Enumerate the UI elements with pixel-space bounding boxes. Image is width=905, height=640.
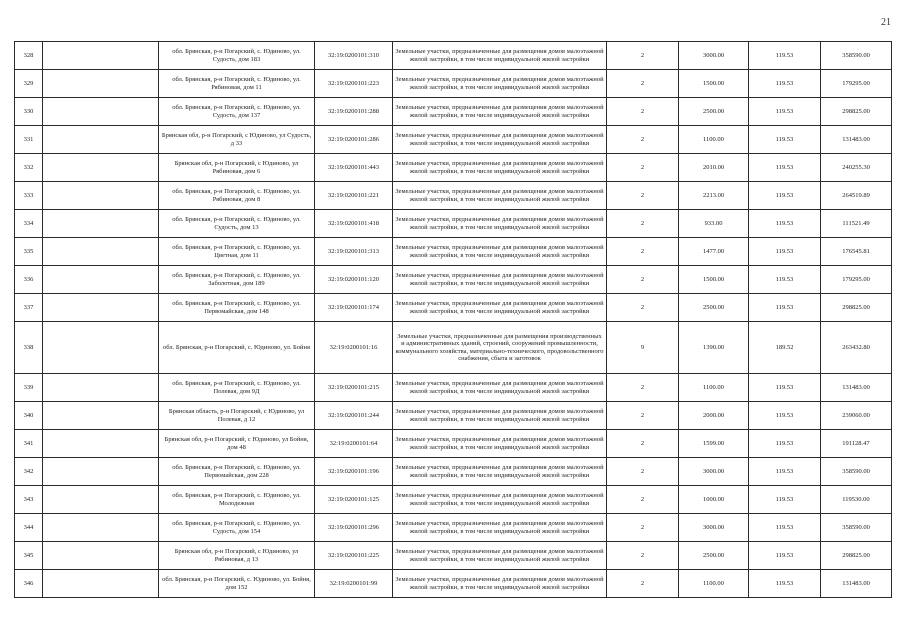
group-cell: 2 (607, 486, 679, 514)
area-cell: 1390.00 (679, 322, 749, 374)
area-cell: 2213.00 (679, 182, 749, 210)
row-number: 336 (15, 266, 43, 294)
cadastral-value-cell: 176545.81 (821, 238, 892, 266)
area-cell: 1500.00 (679, 266, 749, 294)
address-cell: обл. Брянская, р-н Погарский, с. Юдиново, ул. Судость, дом 137 (159, 98, 315, 126)
area-cell: 2500.00 (679, 98, 749, 126)
rate-cell: 119.53 (749, 210, 821, 238)
blank-cell (43, 238, 159, 266)
group-cell: 2 (607, 430, 679, 458)
cadastral-value-cell: 298825.00 (821, 542, 892, 570)
group-cell: 2 (607, 458, 679, 486)
group-cell: 2 (607, 266, 679, 294)
table-row (15, 182, 892, 210)
table-row (15, 210, 892, 238)
cadastral-number-cell: 32:19:0200101:125 (315, 486, 393, 514)
address-cell: обл. Брянская, р-н Погарский, с. Юдиново, ул. Первомайская, дом 228 (159, 458, 315, 486)
blank-cell (43, 126, 159, 154)
cadastral-number-cell: 32:19:0200101:196 (315, 458, 393, 486)
rate-cell: 119.53 (749, 514, 821, 542)
rate-cell: 119.53 (749, 70, 821, 98)
area-cell: 2500.00 (679, 542, 749, 570)
group-cell: 2 (607, 98, 679, 126)
cadastral-number-cell: 32:19:0200101:64 (315, 430, 393, 458)
blank-cell (43, 430, 159, 458)
land-use-cell: Земельные участки, предназначенные для размещения домов малоэтажной жилой застройки, в том числе индивидуальной жилой застройки (393, 154, 607, 182)
cadastral-value-cell: 239060.00 (821, 402, 892, 430)
table-row (15, 322, 892, 374)
blank-cell (43, 182, 159, 210)
group-cell: 2 (607, 210, 679, 238)
group-cell: 2 (607, 402, 679, 430)
cadastral-number-cell: 32:19:0200101:99 (315, 570, 393, 598)
blank-cell (43, 374, 159, 402)
cadastral-number-cell: 32:19:0200101:16 (315, 322, 393, 374)
group-cell: 2 (607, 542, 679, 570)
area-cell: 1100.00 (679, 570, 749, 598)
rate-cell: 119.53 (749, 238, 821, 266)
address-cell: Брянская обл, р-н Погарский, с Юдиново, ул Бойня, дом 48 (159, 430, 315, 458)
land-use-cell: Земельные участки, предназначенные для размещения домов малоэтажной жилой застройки, в том числе индивидуальной жилой застройки (393, 514, 607, 542)
land-use-cell: Земельные участки, предназначенные для размещения домов малоэтажной жилой застройки, в том числе индивидуальной жилой застройки (393, 430, 607, 458)
land-use-cell: Земельные участки, предназначенные для размещения домов малоэтажной жилой застройки, в том числе индивидуальной жилой застройки (393, 266, 607, 294)
group-cell: 2 (607, 514, 679, 542)
land-use-cell: Земельные участки, предназначенные для размещения домов малоэтажной жилой застройки, в том числе индивидуальной жилой застройки (393, 294, 607, 322)
cadastral-value-cell: 358590.00 (821, 42, 892, 70)
land-use-cell: Земельные участки, предназначенные для размещения домов малоэтажной жилой застройки, в том числе индивидуальной жилой застройки (393, 374, 607, 402)
land-use-cell: Земельные участки, предназначенные для размещения домов малоэтажной жилой застройки, в том числе индивидуальной жилой застройки (393, 182, 607, 210)
address-cell: обл. Брянская, р-н Погарский, с. Юдиново, ул. Заболотная, дом 189 (159, 266, 315, 294)
row-number: 337 (15, 294, 43, 322)
area-cell: 1477.00 (679, 238, 749, 266)
address-cell: обл. Брянская, р-н Погарский, с. Юдиново, ул. Судость, дом 183 (159, 42, 315, 70)
row-number: 340 (15, 402, 43, 430)
row-number: 344 (15, 514, 43, 542)
table-row (15, 42, 892, 70)
area-cell: 3000.00 (679, 42, 749, 70)
rate-cell: 119.53 (749, 374, 821, 402)
table-row (15, 266, 892, 294)
cadastral-number-cell: 32:19:0200101:174 (315, 294, 393, 322)
group-cell: 2 (607, 182, 679, 210)
blank-cell (43, 486, 159, 514)
area-cell: 3000.00 (679, 514, 749, 542)
cadastral-value-cell: 263432.80 (821, 322, 892, 374)
cadastral-number-cell: 32:19:0200101:313 (315, 238, 393, 266)
blank-cell (43, 42, 159, 70)
rate-cell: 119.53 (749, 542, 821, 570)
cadastral-number-cell: 32:19:0200101:286 (315, 126, 393, 154)
cadastral-number-cell: 32:19:0200101:418 (315, 210, 393, 238)
rate-cell: 119.53 (749, 570, 821, 598)
rate-cell: 119.53 (749, 154, 821, 182)
table-row (15, 238, 892, 266)
group-cell: 2 (607, 70, 679, 98)
land-registry-table (14, 41, 892, 598)
page-number: 21 (881, 17, 891, 28)
table-row (15, 154, 892, 182)
row-number: 334 (15, 210, 43, 238)
cadastral-value-cell: 298825.00 (821, 98, 892, 126)
cadastral-number-cell: 32:19:0200101:225 (315, 542, 393, 570)
area-cell: 1100.00 (679, 126, 749, 154)
cadastral-value-cell: 119530.00 (821, 486, 892, 514)
address-cell: Брянская область, р-н Погарский, с Юдиново, ул Полевая, д 12 (159, 402, 315, 430)
cadastral-value-cell: 111521.49 (821, 210, 892, 238)
blank-cell (43, 514, 159, 542)
cadastral-number-cell: 32:19:0200101:244 (315, 402, 393, 430)
land-use-cell: Земельные участки, предназначенные для размещения производственных и административных зданий, строений, сооружений промышленности, коммунального хозяйства, материально-технического, продовольственного снабжения, сбыта и заготовок (393, 322, 607, 374)
address-cell: обл. Брянская, р-н Погарский, с. Юдиново, ул. Бойня (159, 322, 315, 374)
area-cell: 1000.00 (679, 486, 749, 514)
row-number: 331 (15, 126, 43, 154)
land-use-cell: Земельные участки, предназначенные для размещения домов малоэтажной жилой застройки, в том числе индивидуальной жилой застройки (393, 126, 607, 154)
table-row (15, 374, 892, 402)
address-cell: обл. Брянская, р-н Погарский, с. Юдиново, ул. Рябиновая, дом 8 (159, 182, 315, 210)
rate-cell: 119.53 (749, 42, 821, 70)
table-row (15, 98, 892, 126)
group-cell: 2 (607, 294, 679, 322)
group-cell: 2 (607, 238, 679, 266)
group-cell: 2 (607, 126, 679, 154)
blank-cell (43, 322, 159, 374)
table-row (15, 430, 892, 458)
land-use-cell: Земельные участки, предназначенные для размещения домов малоэтажной жилой застройки, в том числе индивидуальной жилой застройки (393, 70, 607, 98)
address-cell: обл. Брянская, р-н Погарский, с. Юдиново, ул. Судость, дом 13 (159, 210, 315, 238)
row-number: 329 (15, 70, 43, 98)
land-use-cell: Земельные участки, предназначенные для размещения домов малоэтажной жилой застройки, в том числе индивидуальной жилой застройки (393, 542, 607, 570)
address-cell: обл. Брянская, р-н Погарский, с. Юдиново, ул. Молодежная (159, 486, 315, 514)
row-number: 338 (15, 322, 43, 374)
rate-cell: 119.53 (749, 458, 821, 486)
rate-cell: 119.53 (749, 430, 821, 458)
cadastral-value-cell: 179295.00 (821, 266, 892, 294)
row-number: 339 (15, 374, 43, 402)
cadastral-value-cell: 298825.00 (821, 294, 892, 322)
land-use-cell: Земельные участки, предназначенные для размещения домов малоэтажной жилой застройки, в том числе индивидуальной жилой застройки (393, 42, 607, 70)
rate-cell: 119.53 (749, 486, 821, 514)
rate-cell: 119.53 (749, 402, 821, 430)
table-row (15, 542, 892, 570)
cadastral-number-cell: 32:19:0200101:310 (315, 42, 393, 70)
blank-cell (43, 210, 159, 238)
land-use-cell: Земельные участки, предназначенные для размещения домов малоэтажной жилой застройки, в том числе индивидуальной жилой застройки (393, 98, 607, 126)
address-cell: обл. Брянская, р-н Погарский, с. Юдиново, ул. Полевая, дом 9Д (159, 374, 315, 402)
row-number: 341 (15, 430, 43, 458)
land-use-cell: Земельные участки, предназначенные для размещения домов малоэтажной жилой застройки, в том числе индивидуальной жилой застройки (393, 458, 607, 486)
land-use-cell: Земельные участки, предназначенные для размещения домов малоэтажной жилой застройки, в том числе индивидуальной жилой застройки (393, 570, 607, 598)
table-row (15, 126, 892, 154)
blank-cell (43, 154, 159, 182)
rate-cell: 119.53 (749, 98, 821, 126)
cadastral-number-cell: 32:19:0200101:296 (315, 514, 393, 542)
cadastral-value-cell: 131483.00 (821, 374, 892, 402)
cadastral-number-cell: 32:19:0200101:215 (315, 374, 393, 402)
cadastral-value-cell: 358590.00 (821, 458, 892, 486)
area-cell: 1500.00 (679, 70, 749, 98)
row-number: 346 (15, 570, 43, 598)
row-number: 342 (15, 458, 43, 486)
table-row (15, 514, 892, 542)
registry-body (15, 42, 892, 598)
rate-cell: 119.53 (749, 126, 821, 154)
cadastral-number-cell: 32:19:0200101:443 (315, 154, 393, 182)
area-cell: 2010.00 (679, 154, 749, 182)
cadastral-number-cell: 32:19:0200101:221 (315, 182, 393, 210)
table-row (15, 70, 892, 98)
blank-cell (43, 294, 159, 322)
cadastral-number-cell: 32:19:0200101:288 (315, 98, 393, 126)
row-number: 332 (15, 154, 43, 182)
address-cell: обл. Брянская, р-н Погарский, с. Юдиново, ул. Цветная, дом 11 (159, 238, 315, 266)
table-row (15, 570, 892, 598)
area-cell: 933.00 (679, 210, 749, 238)
cadastral-value-cell: 358590.00 (821, 514, 892, 542)
blank-cell (43, 458, 159, 486)
cadastral-value-cell: 191128.47 (821, 430, 892, 458)
row-number: 335 (15, 238, 43, 266)
table-row (15, 458, 892, 486)
row-number: 333 (15, 182, 43, 210)
row-number: 345 (15, 542, 43, 570)
blank-cell (43, 570, 159, 598)
group-cell: 2 (607, 570, 679, 598)
rate-cell: 189.52 (749, 322, 821, 374)
blank-cell (43, 70, 159, 98)
address-cell: обл. Брянская, р-н Погарский, с. Юдиново, ул. Первомайская, дом 148 (159, 294, 315, 322)
area-cell: 3000.00 (679, 458, 749, 486)
area-cell: 2000.00 (679, 402, 749, 430)
rate-cell: 119.53 (749, 294, 821, 322)
table-row (15, 402, 892, 430)
address-cell: Брянская обл, р-н Погарский, с Юдиново, ул Рябиновая, дом 6 (159, 154, 315, 182)
group-cell: 2 (607, 374, 679, 402)
cadastral-number-cell: 32:19:0200101:223 (315, 70, 393, 98)
cadastral-value-cell: 131483.00 (821, 126, 892, 154)
cadastral-value-cell: 131483.00 (821, 570, 892, 598)
rate-cell: 119.53 (749, 182, 821, 210)
blank-cell (43, 542, 159, 570)
rate-cell: 119.53 (749, 266, 821, 294)
cadastral-value-cell: 240255.30 (821, 154, 892, 182)
area-cell: 1100.00 (679, 374, 749, 402)
land-use-cell: Земельные участки, предназначенные для размещения домов малоэтажной жилой застройки, в том числе индивидуальной жилой застройки (393, 210, 607, 238)
blank-cell (43, 98, 159, 126)
blank-cell (43, 266, 159, 294)
land-use-cell: Земельные участки, предназначенные для размещения домов малоэтажной жилой застройки, в том числе индивидуальной жилой застройки (393, 238, 607, 266)
address-cell: Брянская обл, р-н Погарский, с Юдиново, ул Рябиновая, д 13 (159, 542, 315, 570)
row-number: 343 (15, 486, 43, 514)
group-cell: 2 (607, 154, 679, 182)
land-use-cell: Земельные участки, предназначенные для размещения домов малоэтажной жилой застройки, в том числе индивидуальной жилой застройки (393, 402, 607, 430)
table-row (15, 294, 892, 322)
cadastral-number-cell: 32:19:0200101:120 (315, 266, 393, 294)
group-cell: 9 (607, 322, 679, 374)
table-row (15, 486, 892, 514)
blank-cell (43, 402, 159, 430)
group-cell: 2 (607, 42, 679, 70)
area-cell: 1599.00 (679, 430, 749, 458)
area-cell: 2500.00 (679, 294, 749, 322)
address-cell: Брянская обл, р-н Погарский, с Юдиново, ул Судость, д 33 (159, 126, 315, 154)
address-cell: обл. Брянская, р-н Погарский, с. Юдиново, ул. Судость, дом 154 (159, 514, 315, 542)
row-number: 330 (15, 98, 43, 126)
cadastral-value-cell: 264519.89 (821, 182, 892, 210)
row-number: 328 (15, 42, 43, 70)
address-cell: обл. Брянская, р-н Погарский, с. Юдиново, ул. Рябиновая, дом 11 (159, 70, 315, 98)
cadastral-value-cell: 179295.00 (821, 70, 892, 98)
address-cell: обл. Брянская, р-н Погарский, с. Юдиново, ул. Бойня, дом 152 (159, 570, 315, 598)
land-use-cell: Земельные участки, предназначенные для размещения домов малоэтажной жилой застройки, в том числе индивидуальной жилой застройки (393, 486, 607, 514)
